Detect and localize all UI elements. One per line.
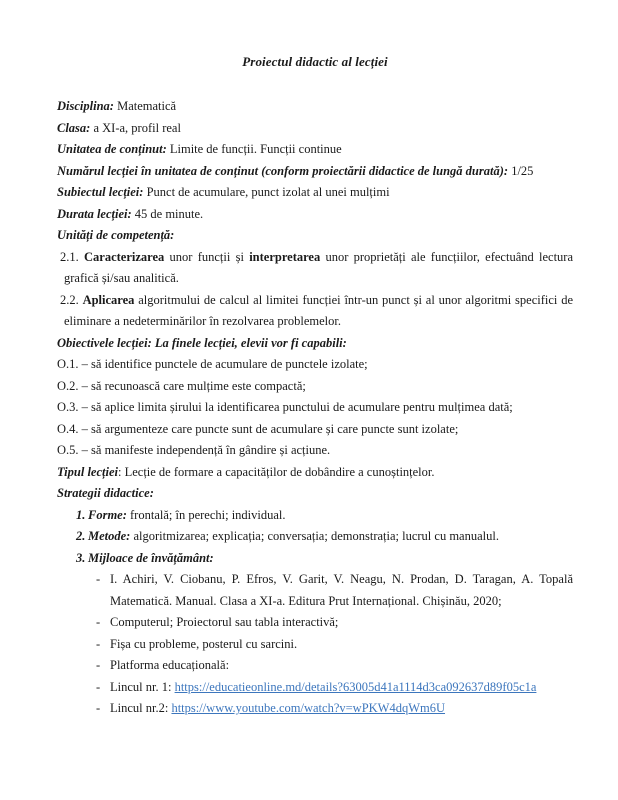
bullet-dash: - <box>96 615 101 629</box>
competency-2-2-line2: eliminare a nedeterminărilor în rezolvarea problemelor. <box>64 314 341 328</box>
field-label: Numărul lecției în unitatea de conținut (conform proiectării didactice de lungă durată): <box>57 163 509 178</box>
field-value: a XI-a, profil real <box>90 120 181 135</box>
heading-unitati-competenta <box>57 225 573 247</box>
heading-strategii: Strategii didactice: <box>57 486 154 500</box>
objective-line: O.1. – să identifice punctele de acumulare de punctele izolate; <box>57 357 368 371</box>
field-disciplina <box>57 96 573 118</box>
hyperlink-educatieonline[interactable]: https://educatieonline.md/details?63005d41a1114d3ca092637d89f05c1a <box>174 679 537 694</box>
field-label: Tipul lecției <box>57 464 118 479</box>
field-unitatea <box>57 139 573 161</box>
field-value: frontală; în perechi; individual. <box>126 507 286 522</box>
field-numarul-lectiei <box>57 161 573 183</box>
objective-line: O.2. – să recunoască care mulțime este compactă; <box>57 378 306 393</box>
objective-line: O.3. – să aplice limita șirului la identificarea punctului de acumulare pentru mulțimea dată; <box>57 400 513 414</box>
field-value: algoritmizarea; explicația; conversația; demonstrația; lucrul cu manualul. <box>130 529 499 543</box>
heading-obiectivele: Obiectivele lecției: La finele lecției, elevii vor fi capabili: <box>57 335 347 350</box>
field-label: Unități de competență: <box>57 228 175 242</box>
strategy-item-metode <box>57 526 573 548</box>
field-tipul-lectiei <box>57 462 573 484</box>
bullet-manual-line2: Matematică. Manual. Clasa a XI-a. Editura Prut Internațional. Chișinău, 2020; <box>110 593 502 608</box>
field-label: Metode: <box>88 529 131 543</box>
document-title: Proiectul didactic al lecției <box>242 54 388 69</box>
bullet-dash: - <box>96 701 101 715</box>
link-prefix: Lincul nr. 1: <box>110 679 175 694</box>
bullet-link-2 <box>57 698 573 720</box>
competency-2-1-line2: grafică și/sau analitică. <box>64 271 179 285</box>
bullet-dash: - <box>96 636 101 651</box>
competency-number: 2.1. <box>60 249 79 264</box>
list-number: 3. <box>76 550 86 565</box>
bullet-fisa: - Fișa cu probleme, posterul cu sarcini. <box>57 634 573 656</box>
field-label: Subiectul lecției: <box>57 185 144 199</box>
field-label: Unitatea de conținut: <box>57 142 167 156</box>
strategy-item-forme <box>57 505 573 527</box>
field-durata <box>57 204 573 226</box>
field-clasa <box>57 118 573 140</box>
bullet-dash: - <box>96 572 101 586</box>
field-value: : Lecție de formare a capacităților de dobândire a cunoștințelor. <box>117 464 435 479</box>
field-subiectul <box>57 182 573 204</box>
field-value: 1/25 <box>508 163 534 178</box>
field-label: Clasa: <box>57 120 91 135</box>
objective-line: O.4. – să argumenteze care puncte sunt de acumulare și care puncte sunt izolate; <box>57 421 459 436</box>
field-value: Matematică <box>113 99 177 113</box>
field-label: Mijloace de învățământ: <box>88 550 214 565</box>
bullet-link-1 <box>57 677 573 699</box>
objective-line: O.5. – să manifeste independență în gândire și acțiune. <box>57 443 331 457</box>
bullet-manual-line1: - I. Achiri, V. Ciobanu, P. Efros, V. Garit, V. Neagu, N. Prodan, D. Taragan, A. Topală <box>57 569 573 591</box>
field-value: Punct de acumulare, punct izolat al unei mulțimi <box>143 185 390 199</box>
competency-2-2-line1: 2.2. Aplicarea algoritmului de calcul al limitei funcției într-un punct și al unor algoritmi specifici de <box>60 292 574 307</box>
competency-2-1-line1: 2.1. Caracterizarea unor funcții și interpretarea unor proprietăți ale funcțiilor, efectuând lectura <box>60 249 574 264</box>
link-prefix: Lincul nr.2: <box>110 701 172 715</box>
bullet-computerul: - Computerul; Proiectorul sau tabla interactivă; <box>57 612 573 634</box>
bullet-dash: - <box>96 679 101 694</box>
field-label: Durata lecției: <box>57 206 132 221</box>
field-value: 45 de minute. <box>131 206 204 221</box>
bullet-dash: - <box>96 658 101 672</box>
bullet-platforma: - Platforma educațională: <box>57 655 573 677</box>
list-number: 2. <box>76 529 86 543</box>
hyperlink-youtube[interactable]: https://www.youtube.com/watch?v=wPKW4dqWm6U <box>171 701 446 715</box>
strategy-item-mijloace <box>57 548 573 570</box>
competency-number: 2.2. <box>60 292 79 307</box>
field-label: Forme: <box>88 507 127 522</box>
list-number: 1. <box>76 507 86 522</box>
field-value: Limite de funcții. Funcții continue <box>166 142 342 156</box>
field-label: Disciplina: <box>57 99 114 113</box>
